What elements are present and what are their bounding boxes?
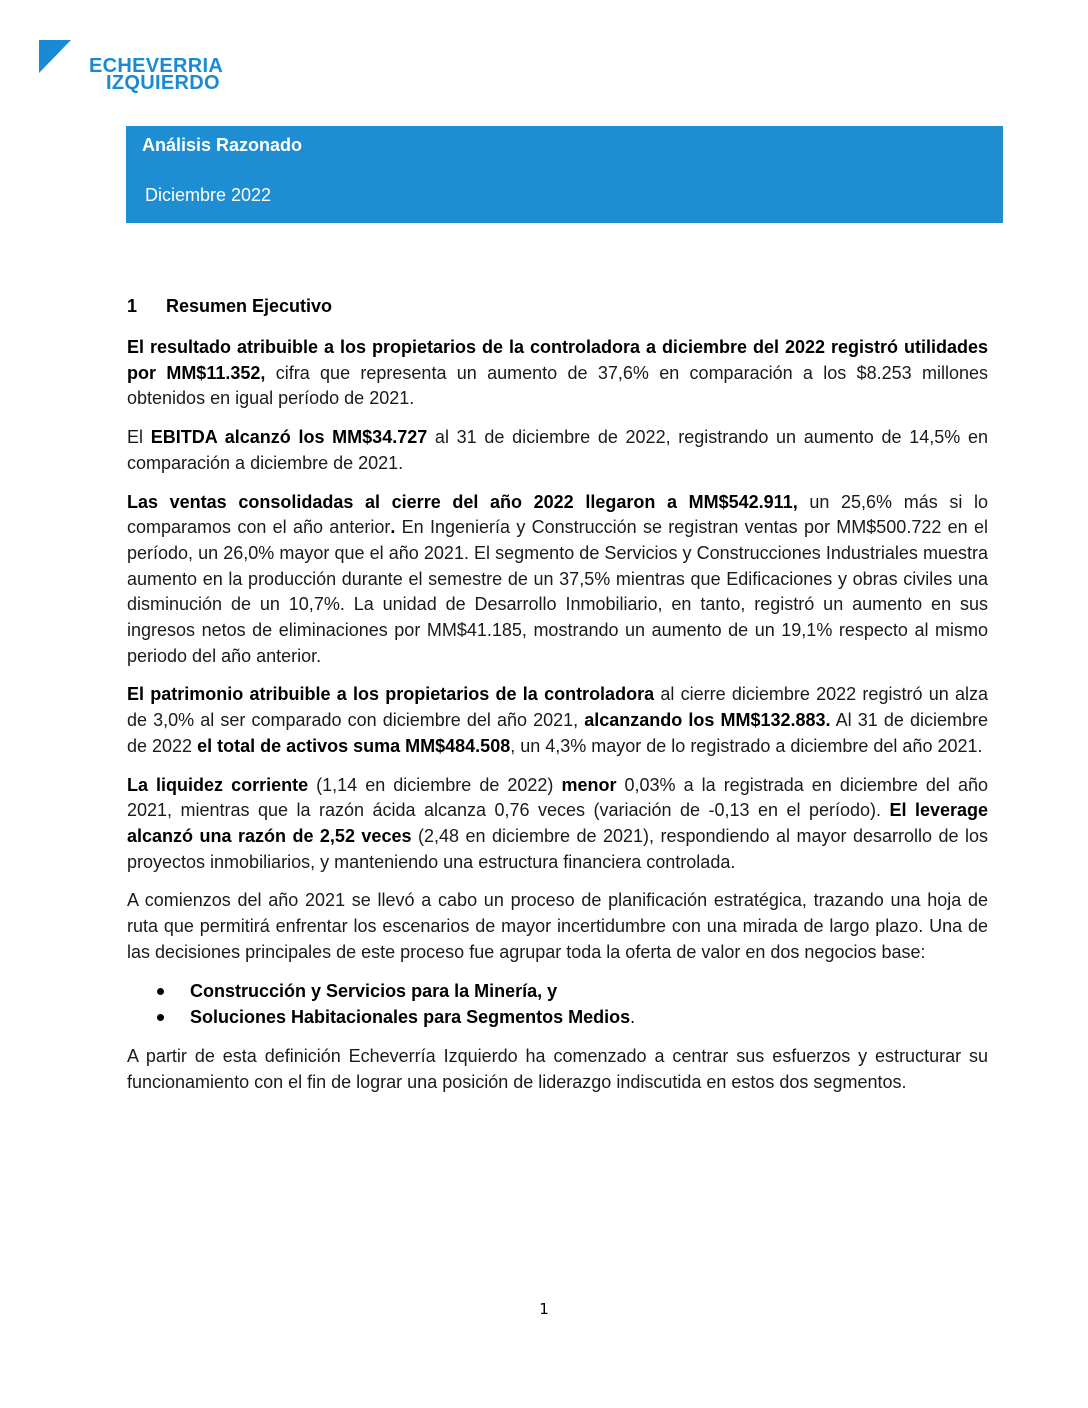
- bold-text: el total de activos suma MM$484.508: [197, 735, 511, 756]
- company-logo: [38, 40, 238, 96]
- bold-text: Soluciones Habitacionales para Segmentos Medios: [190, 1007, 631, 1028]
- body-text: (1,14 en diciembre de 2022): [308, 774, 562, 795]
- bold-text: menor: [561, 774, 617, 795]
- bold-text: Construcción y Servicios para la Minería, y: [190, 981, 558, 1002]
- paragraph-equity: [127, 682, 988, 759]
- body-text: En Ingeniería y Construcción se registran ventas por MM$500.722 en el período, un 26,0% mayor que el año 2021. El segmento de Servicios y Construcciones Industriales muestra aumento en la producción durante el semestre de un 37,5% mientras que Edificaciones y obras civiles una disminución de un 10,7%. La unidad de Desarrollo Inmobiliario, en tanto, registró un aumento en sus ingresos netos de eliminaciones por MM$41.185, mostrando un aumento de un 19,1% respecto al mismo periodo del año anterior.: [127, 517, 988, 666]
- bold-text: .: [390, 517, 396, 538]
- body-text: Al 31 de diciembre de 2022: [127, 710, 988, 756]
- bold-text: Las ventas consolidadas al cierre del año 2022 llegaron a MM$542.911,: [127, 491, 798, 512]
- section-title: Resumen Ejecutivo: [166, 296, 333, 316]
- document-date: Diciembre 2022: [145, 185, 272, 205]
- paragraph-strategy: A comienzos del año 2021 se llevó a cabo un proceso de planificación estratégica, trazando una hoja de ruta que permitirá enfrentar los escenarios de mayor incertidumbre con una mirada de largo plazo. Una de las decisiones principales de este proceso fue agrupar toda la oferta de valor en dos negocios base:: [127, 890, 988, 962]
- bullet-icon: [157, 988, 164, 995]
- body-text: 0,03% a la registrada en diciembre del año 2021, mientras que la razón ácida alcanza 0,76 veces (variación de -0,13 en el período).: [127, 774, 988, 821]
- paragraph-ebitda: [127, 425, 988, 476]
- body-text: un 25,6% más si lo comparamos con el año anterior: [127, 491, 989, 538]
- document-body: [127, 293, 988, 1109]
- paragraph-sales: [127, 490, 988, 670]
- body-text: cifra que representa un aumento de 37,6% en comparación a los $8.253 millones obtenidos en igual período de 2021.: [127, 362, 989, 409]
- paragraph-conclusion: A partir de esta definición Echeverría Izquierdo ha comenzado a centrar sus esfuerzos y estructurar su funcionamiento con el fin de lograr una posición de liderazgo indiscutida en estos dos segmentos.: [127, 1046, 988, 1093]
- bold-text: EBITDA alcanzó los MM$34.727: [150, 427, 428, 448]
- list-item: [127, 978, 988, 1004]
- bold-text: El patrimonio atribuible a los propietarios de la controladora: [127, 684, 655, 705]
- page-number: 1: [539, 1300, 549, 1318]
- body-text: (2,48 en diciembre de 2021), respondiendo al mayor desarrollo de los proyectos inmobiliarios, y manteniendo una estructura financiera controlada.: [127, 825, 988, 872]
- body-text: , un 4,3% mayor de lo registrado a diciembre del año 2021.: [510, 735, 983, 756]
- section-number: 1: [127, 296, 138, 316]
- body-text: al cierre diciembre 2022 registró un alza de 3,0% al ser comparado con diciembre del año 2021,: [127, 684, 988, 731]
- body-text: al 31 de diciembre de 2022, registrando un aumento de 14,5% en comparación a diciembre de 2021.: [127, 427, 988, 473]
- body-text: .: [630, 1007, 636, 1028]
- logo-mark-icon: [38, 40, 78, 76]
- paragraph-result: [127, 335, 988, 412]
- title-banner: [126, 126, 1003, 223]
- logo-text-line2: IZQUIERDO: [106, 72, 220, 94]
- bold-text: La liquidez corriente: [127, 774, 309, 795]
- logo-text-line1: ECHEVERRIA: [89, 55, 224, 77]
- bold-text: El resultado atribuible a los propietarios de la controladora a diciembre del 2022 registró utilidades por MM$11.352,: [127, 337, 988, 383]
- section-heading: [127, 293, 988, 319]
- body-text: El: [127, 427, 151, 448]
- paragraph-liquidity: [127, 773, 988, 876]
- list-item: [127, 1004, 988, 1030]
- business-list: [127, 978, 988, 1030]
- bold-text: alcanzando los MM$132.883.: [584, 710, 831, 731]
- bullet-icon: [157, 1014, 164, 1021]
- bold-text: El leverage alcanzó una razón de 2,52 veces: [127, 800, 988, 846]
- document-title: Análisis Razonado: [142, 135, 303, 155]
